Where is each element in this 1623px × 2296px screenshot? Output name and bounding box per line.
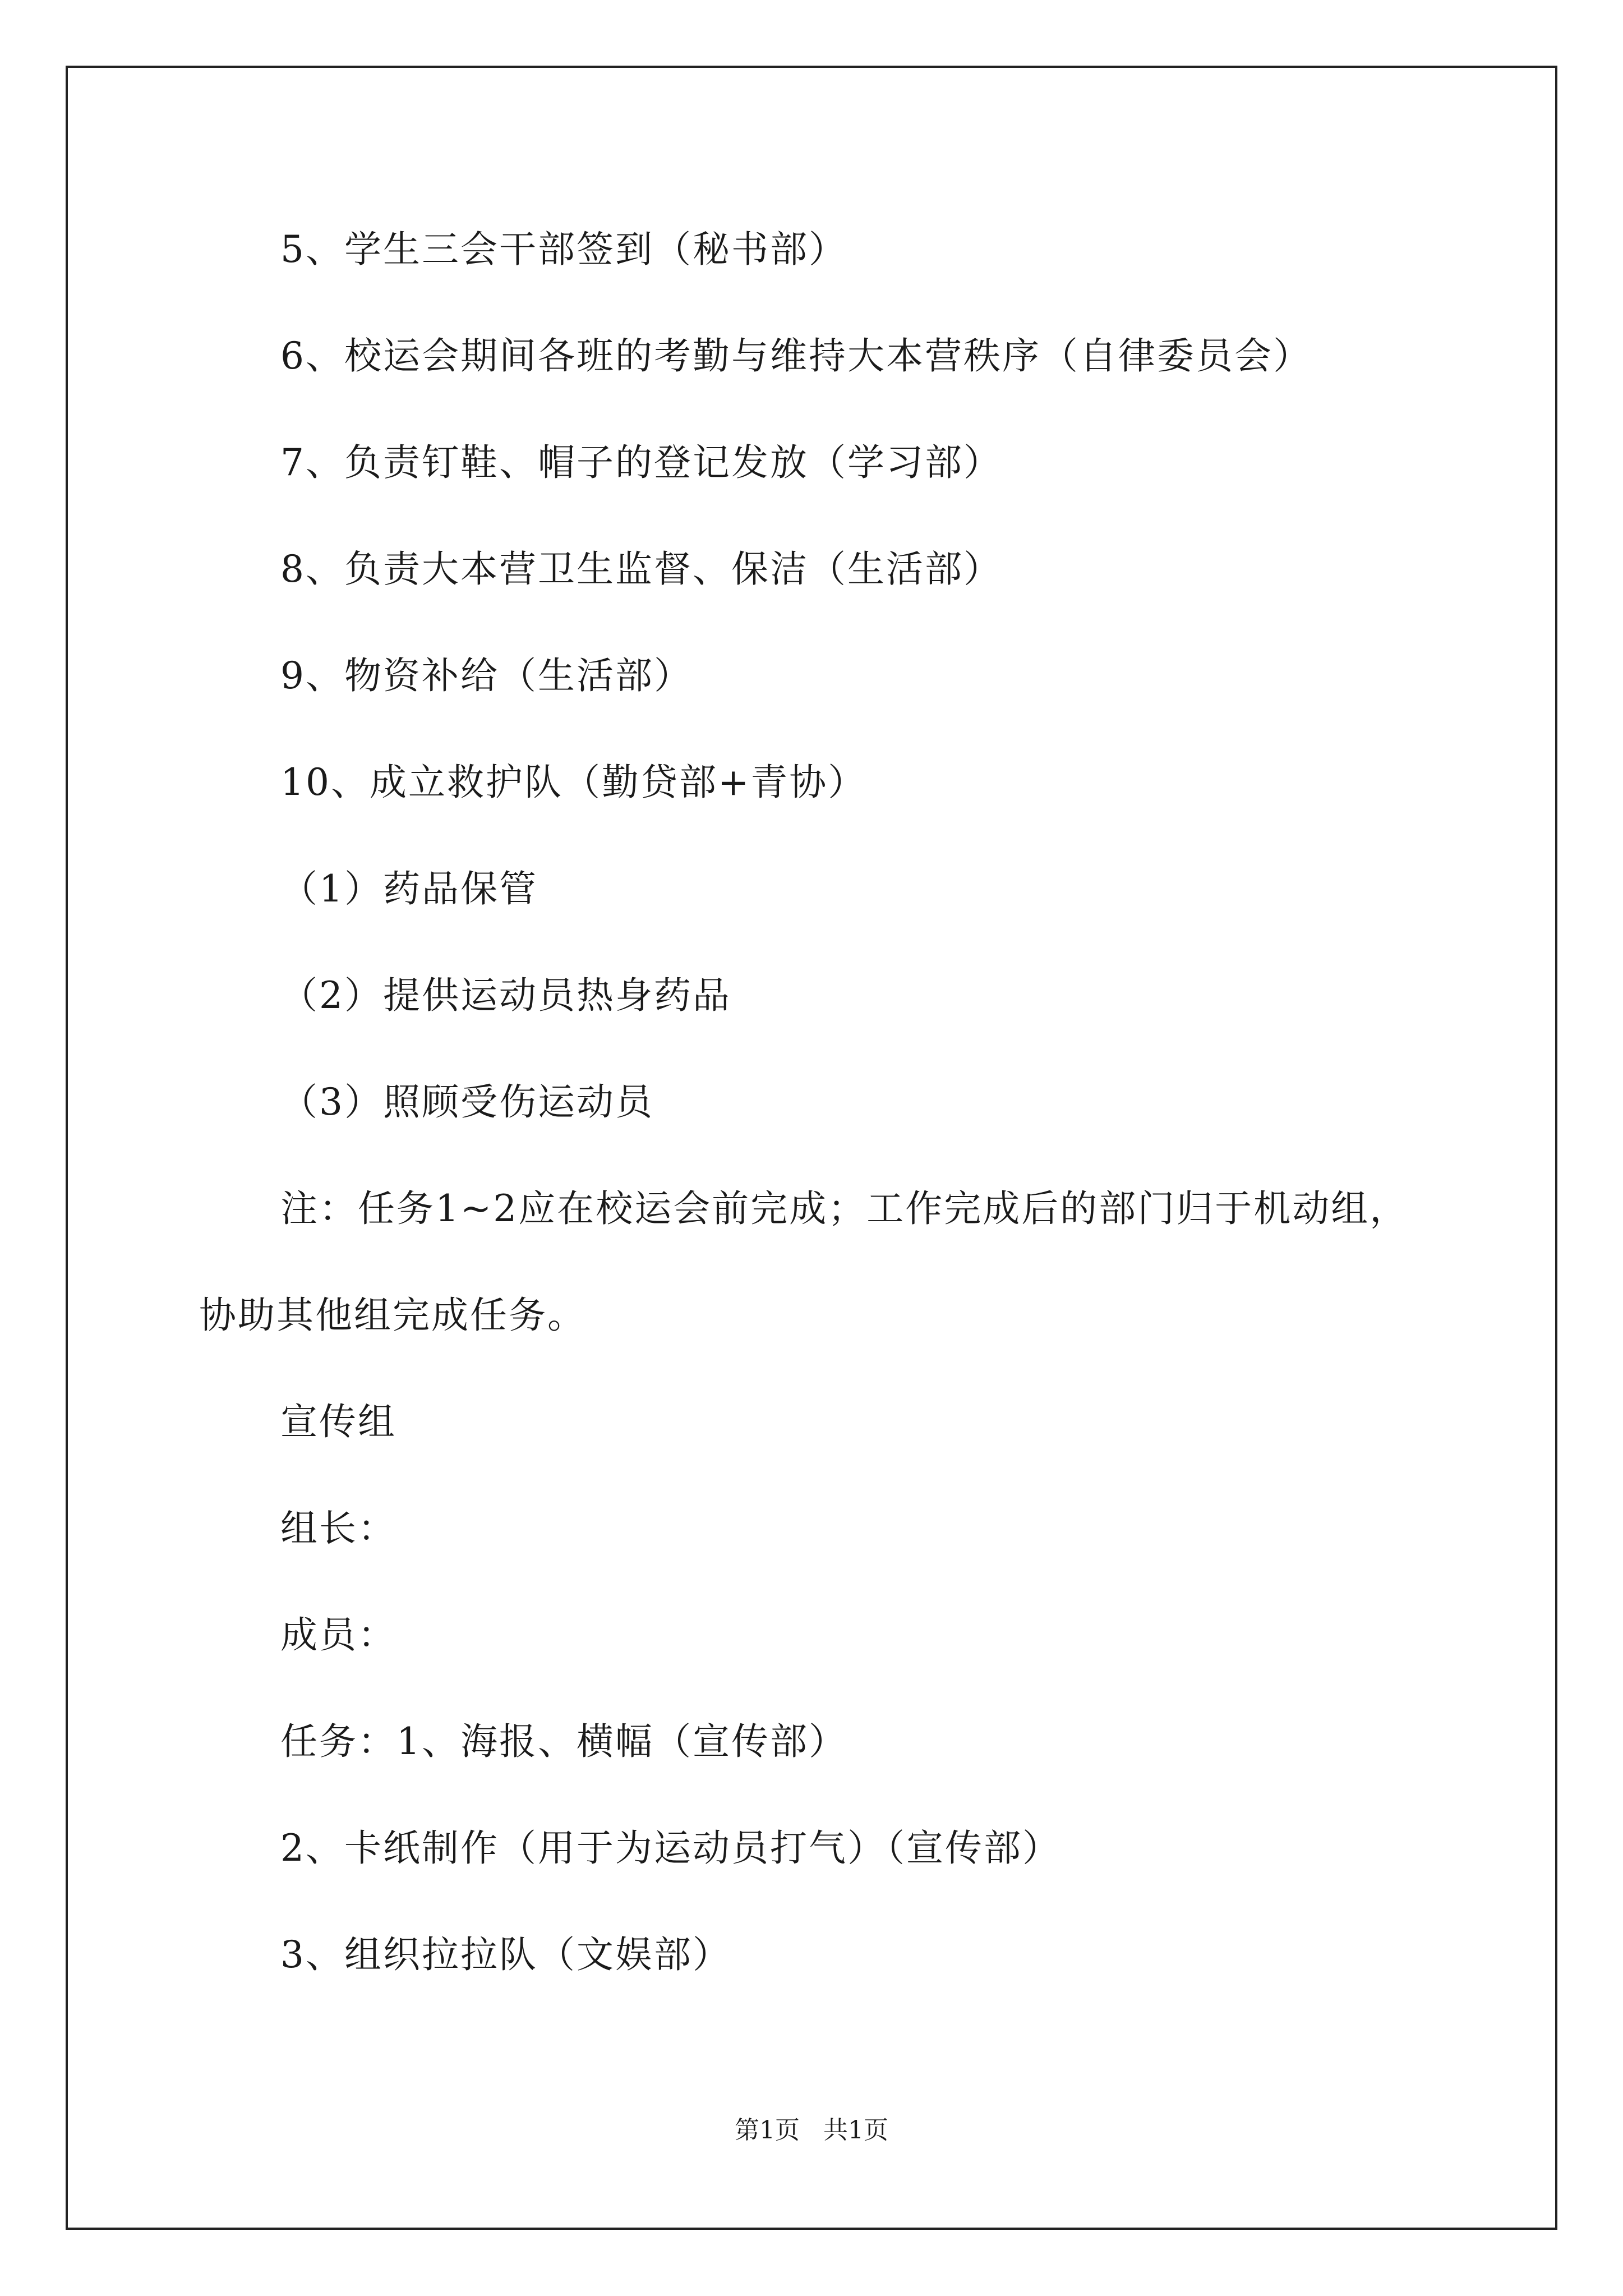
list-item-5: 5、学生三会干部签到（秘书部）: [280, 228, 847, 271]
note-line-2: 协助其他组完成任务。: [199, 1294, 586, 1337]
task-item-3: 3、组织拉拉队（文娱部）: [280, 1933, 731, 1976]
list-item-8: 8、负责大本营卫生监督、保洁（生活部）: [280, 547, 1002, 591]
section-heading-publicity: 宣传组: [280, 1400, 396, 1443]
group-members-label: 成员：: [280, 1613, 396, 1657]
task-item-1: 任务：1、海报、横幅（宣传部）: [280, 1720, 847, 1763]
list-item-9: 9、物资补给（生活部）: [280, 654, 693, 697]
sub-item-2: （2）提供运动员热身药品: [280, 974, 731, 1017]
sub-item-1: （1）药品保管: [280, 867, 538, 910]
task-item-2: 2、卡纸制作（用于为运动员打气）（宣传部）: [280, 1826, 1061, 1870]
list-item-6: 6、校运会期间各班的考勤与维持大本营秩序（自律委员会）: [280, 334, 1312, 378]
page-number-footer: 第1页 共1页: [735, 2116, 888, 2145]
group-leader-label: 组长：: [280, 1507, 396, 1550]
list-item-10: 10、成立救护队（勤贷部+青协）: [280, 761, 867, 804]
sub-item-3: （3）照顾受伤运动员: [280, 1080, 654, 1124]
note-line-1: 注：任务1~2应在校运会前完成；工作完成后的部门归于机动组，: [280, 1187, 1409, 1230]
list-item-7: 7、负责钉鞋、帽子的登记发放（学习部）: [280, 441, 1002, 484]
